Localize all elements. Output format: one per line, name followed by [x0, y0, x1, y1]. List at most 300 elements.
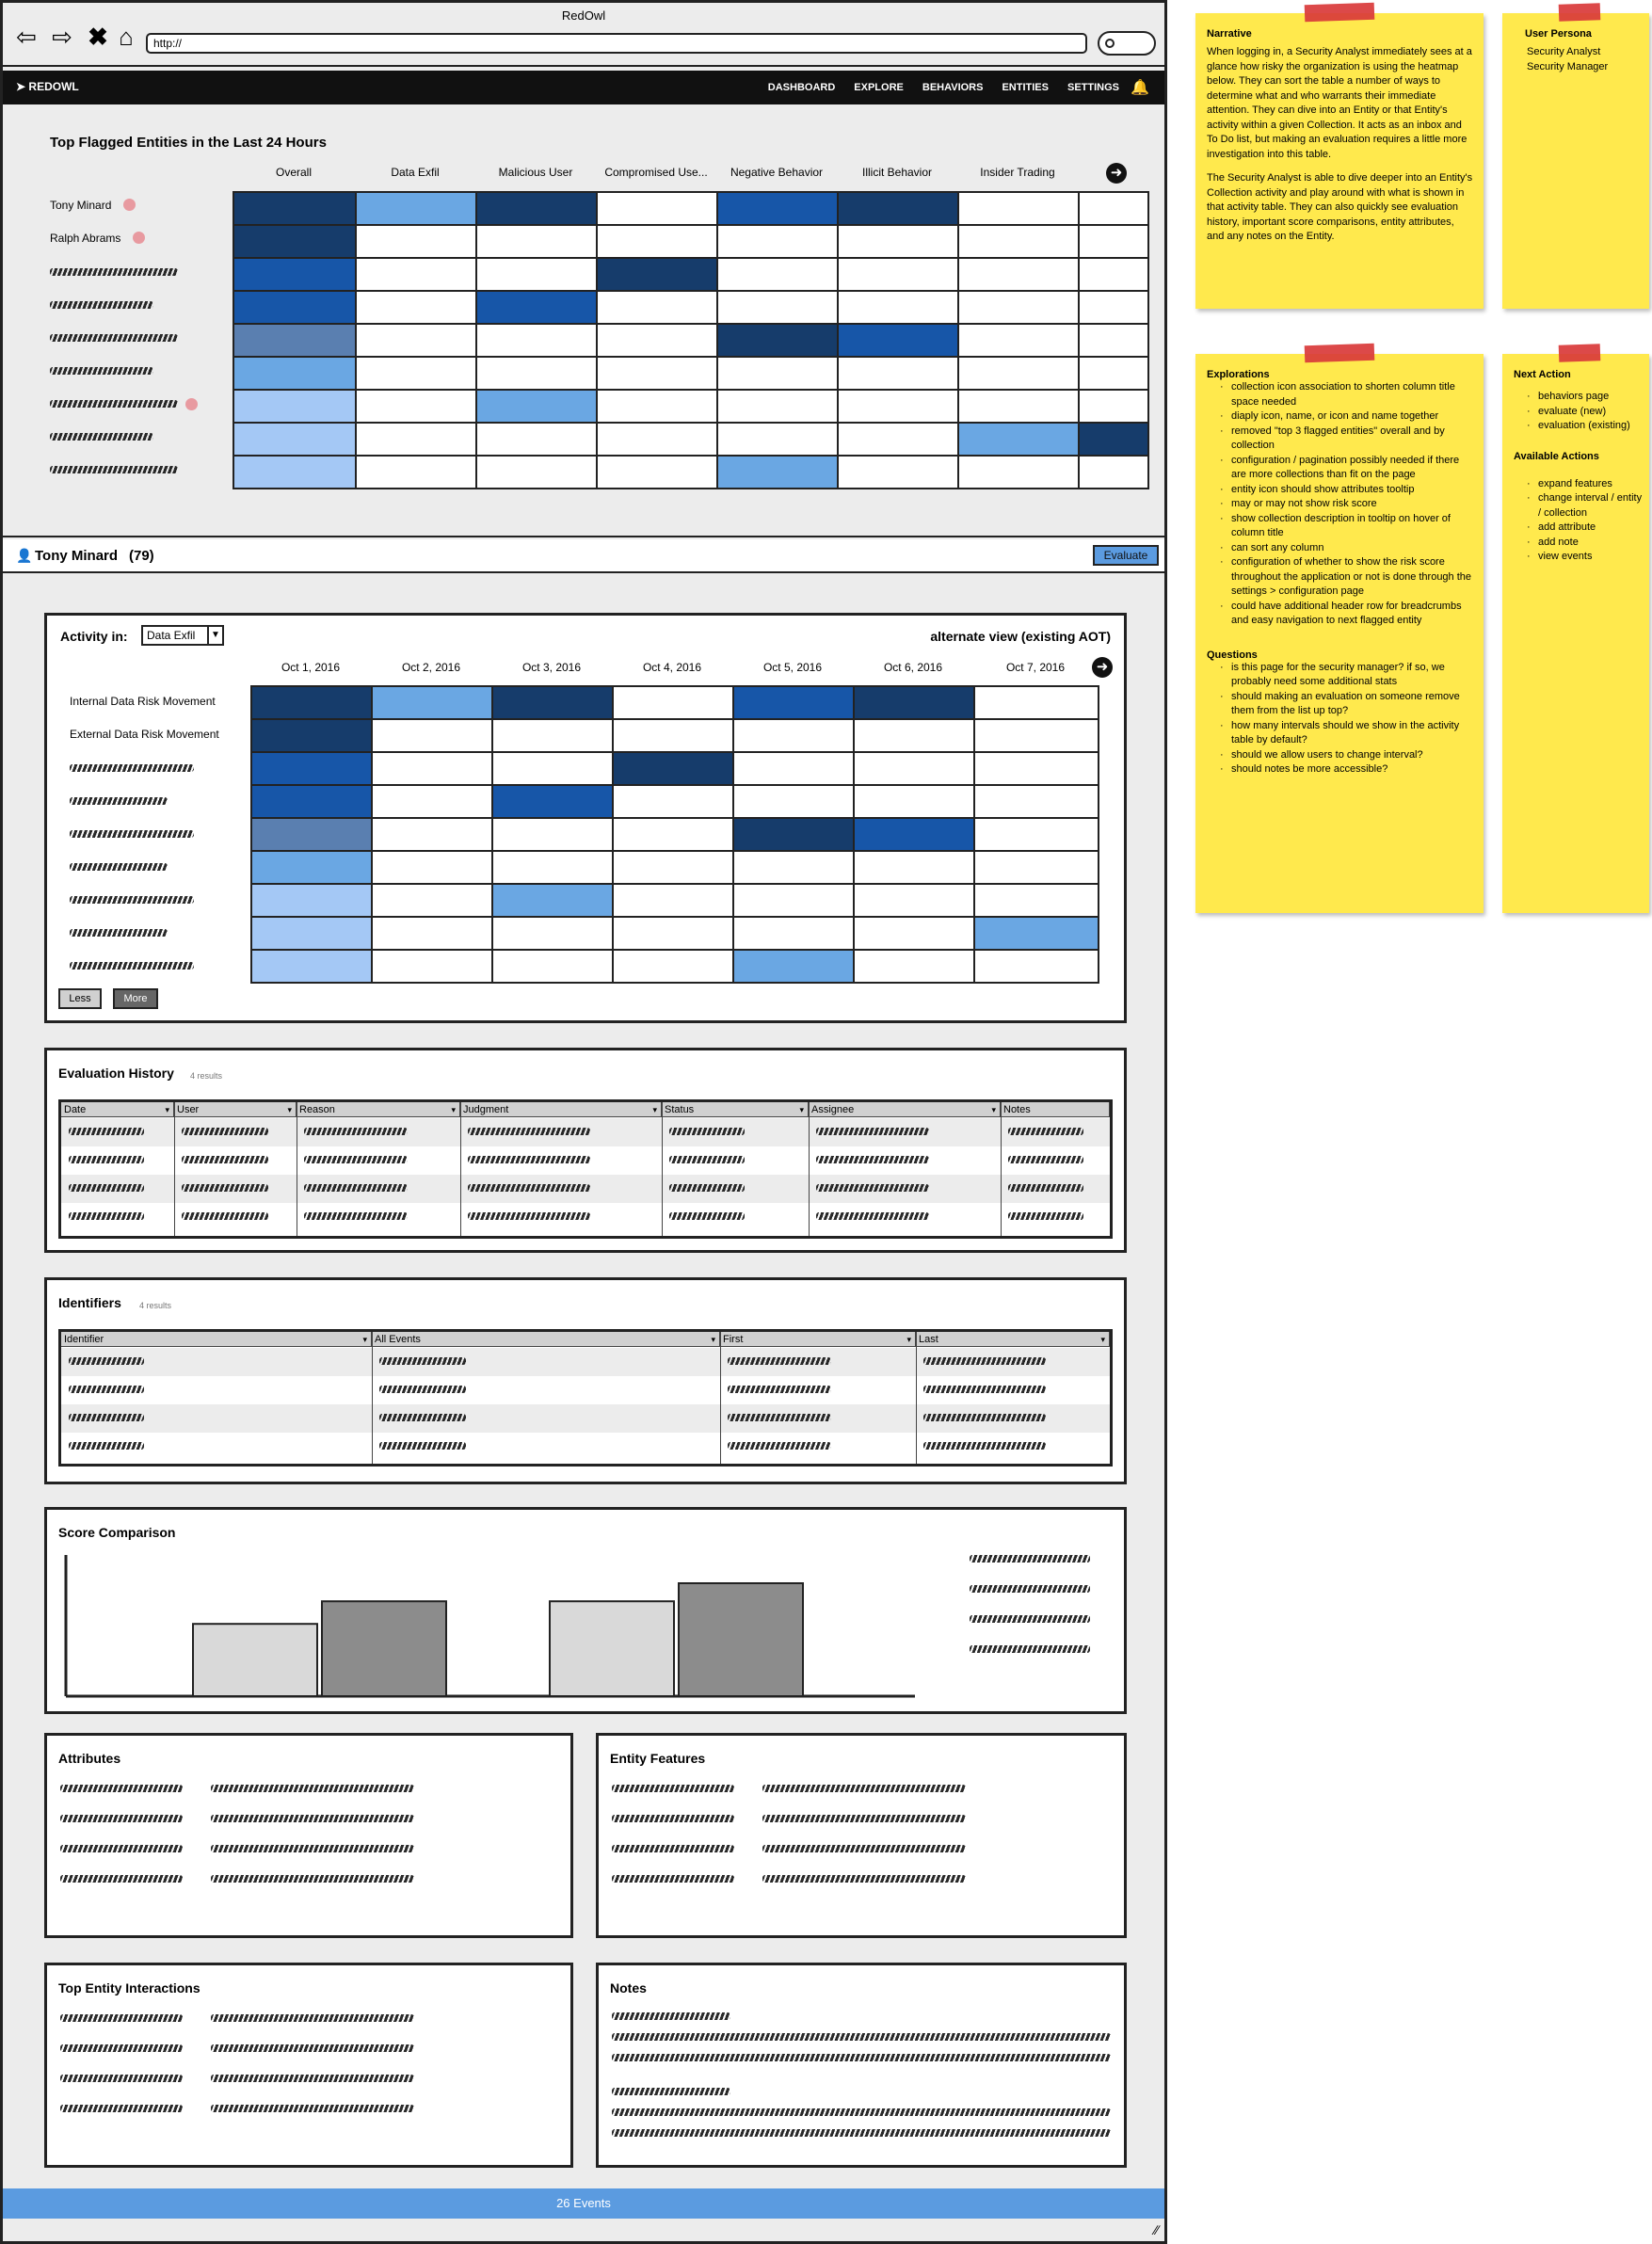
heat-cell[interactable] [596, 422, 718, 457]
activity-cell[interactable] [371, 685, 493, 720]
activity-label: Activity in: [60, 629, 128, 644]
activity-cell[interactable] [371, 850, 493, 885]
column-header[interactable]: Illicit Behavior [861, 166, 933, 179]
brand-logo[interactable] [16, 80, 79, 93]
activity-cell[interactable] [973, 685, 1099, 720]
activity-cell[interactable] [612, 751, 734, 786]
heat-cell[interactable] [837, 389, 959, 424]
entity-name-1[interactable]: Ralph Abrams [50, 232, 121, 245]
list-item: · configuration of whether to show the risk score throughout the application or not is done through the settings > configuration page [1207, 555, 1474, 600]
heat-cell[interactable] [596, 224, 718, 259]
list-item: · collection icon association to shorten column title space needed [1207, 380, 1474, 409]
activity-cell[interactable] [491, 685, 614, 720]
date-header[interactable]: Oct 3, 2016 [521, 661, 582, 674]
redacted-text [50, 268, 178, 276]
tape [1305, 344, 1375, 363]
redacted-text [379, 1414, 466, 1421]
tape [1305, 3, 1375, 23]
list-item: · should notes be more accessible? [1207, 762, 1474, 777]
heat-cell[interactable] [596, 191, 718, 226]
redacted-text [468, 1212, 590, 1220]
activity-cell[interactable] [732, 685, 855, 720]
events-bar[interactable]: 26 Events [3, 2188, 1164, 2219]
column-header-notes[interactable]: Notes [1001, 1102, 1110, 1117]
table-row[interactable] [61, 1404, 1110, 1433]
kv-value [211, 1815, 414, 1822]
identifiers-count: 4 results [139, 1301, 172, 1310]
heat-cell[interactable] [837, 224, 959, 259]
activity-cell[interactable] [853, 685, 975, 720]
activity-cell[interactable] [732, 916, 855, 951]
questions-list [1207, 661, 1474, 777]
redacted-text [468, 1156, 590, 1163]
redacted-text [923, 1357, 1046, 1365]
date-header[interactable]: Oct 1, 2016 [281, 661, 341, 674]
column-header[interactable]: Insider Trading [980, 166, 1055, 179]
persona-line-2: Security Manager [1527, 60, 1609, 72]
sticky-explorations [1195, 354, 1484, 913]
activity-cell[interactable] [973, 718, 1099, 753]
activity-cell[interactable] [612, 850, 734, 885]
activity-cell[interactable] [973, 949, 1099, 984]
table-row[interactable] [61, 1203, 1110, 1231]
redacted-text [50, 301, 153, 309]
heat-cell[interactable] [957, 224, 1080, 259]
kv-key [60, 2105, 183, 2112]
activity-cell[interactable] [612, 718, 734, 753]
heat-cell[interactable] [475, 422, 598, 457]
search-icon [1105, 39, 1115, 48]
column-divider [720, 1332, 721, 1464]
table-row[interactable] [61, 1146, 1110, 1175]
activity-cell[interactable] [491, 817, 614, 852]
redacted-text [50, 400, 178, 408]
redacted-text [728, 1357, 831, 1365]
activity-cell[interactable] [612, 817, 734, 852]
activity-cell[interactable] [853, 949, 975, 984]
activity-cell[interactable] [853, 751, 975, 786]
flag-dot [185, 398, 198, 410]
heat-cell[interactable] [716, 455, 839, 489]
activity-cell[interactable] [612, 685, 734, 720]
activity-cell[interactable] [612, 784, 734, 819]
redacted-text [304, 1212, 408, 1220]
heat-cell[interactable] [355, 257, 477, 292]
activity-cell[interactable] [491, 916, 614, 951]
redacted-text [69, 1184, 144, 1192]
activity-cell[interactable] [491, 718, 614, 753]
heat-cell[interactable] [1078, 323, 1149, 358]
heat-cell[interactable] [716, 356, 839, 391]
heat-cell[interactable] [837, 356, 959, 391]
nav-behaviors[interactable]: BEHAVIORS [922, 82, 984, 93]
heat-cell[interactable] [1078, 389, 1149, 424]
available-actions-list [1514, 477, 1644, 565]
next-dates-icon[interactable]: ➜ [1092, 657, 1113, 678]
forward-icon[interactable]: ⇨ [52, 23, 72, 51]
back-icon[interactable]: ⇦ [16, 23, 37, 51]
redacted-text [816, 1184, 929, 1192]
activity-cell[interactable] [732, 751, 855, 786]
heat-cell[interactable] [1078, 224, 1149, 259]
heat-cell[interactable] [716, 323, 839, 358]
score-chart [58, 1546, 962, 1704]
activity-cell[interactable] [371, 784, 493, 819]
heat-cell[interactable] [355, 356, 477, 391]
column-header[interactable]: Overall [275, 166, 312, 179]
column-header-all-events[interactable]: All Events ▾ [372, 1332, 720, 1347]
list-item: · can sort any column [1207, 541, 1474, 556]
list-item: · entity icon should show attributes tooltip [1207, 483, 1474, 498]
next-columns-icon[interactable]: ➜ [1106, 163, 1127, 184]
identifiers-panel [44, 1277, 1127, 1484]
activity-cell[interactable] [853, 817, 975, 852]
table-row[interactable] [61, 1376, 1110, 1404]
list-item: · is this page for the security manager? if so, we probably need some additional stats [1207, 661, 1474, 690]
heat-cell[interactable] [957, 422, 1080, 457]
nav-dashboard[interactable]: DASHBOARD [767, 82, 836, 93]
heat-cell[interactable] [233, 356, 357, 391]
home-icon[interactable]: ⌂ [119, 23, 134, 51]
heat-cell[interactable] [837, 257, 959, 292]
heat-cell[interactable] [355, 455, 477, 489]
activity-cell[interactable] [732, 784, 855, 819]
url-input[interactable]: http:// [146, 33, 1087, 54]
top-navigation [3, 71, 1164, 104]
redacted-text [468, 1184, 590, 1192]
date-header[interactable]: Oct 4, 2016 [642, 661, 702, 674]
column-header[interactable]: Malicious User [498, 166, 573, 179]
column-header-last[interactable]: Last ▾ [916, 1332, 1110, 1347]
redacted-text [69, 1128, 144, 1135]
heat-cell[interactable] [1078, 290, 1149, 325]
heat-cell[interactable] [716, 257, 839, 292]
nav-entities[interactable]: ENTITIES [1002, 82, 1049, 93]
column-header[interactable]: Compromised Use... [604, 166, 708, 179]
flag-dot [133, 232, 145, 244]
date-header[interactable]: Oct 2, 2016 [401, 661, 461, 674]
activity-cell[interactable] [973, 817, 1099, 852]
heat-cell[interactable] [355, 323, 477, 358]
narrative-p2: The Security Analyst is able to dive deeper into an Entity's Collection activity and play around with what is shown in that activity table. They can also quickly see evaluation history, important score comparisons, entity attributes, and any notes on the Entity. [1207, 172, 1473, 242]
redacted-text [70, 764, 194, 772]
list-item: · behaviors page [1514, 390, 1644, 405]
questions-title: Questions [1207, 649, 1258, 661]
date-header[interactable]: Oct 5, 2016 [762, 661, 823, 674]
activity-cell[interactable] [973, 751, 1099, 786]
heat-cell[interactable] [233, 455, 357, 489]
activity-cell[interactable] [371, 949, 493, 984]
date-header[interactable]: Oct 6, 2016 [883, 661, 943, 674]
user-icon: 👤 [16, 548, 33, 563]
activity-cell[interactable] [371, 718, 493, 753]
activity-cell[interactable] [853, 784, 975, 819]
heat-cell[interactable] [596, 257, 718, 292]
heat-cell[interactable] [233, 191, 357, 226]
eval-history-table [58, 1099, 1113, 1239]
collection-select[interactable] [141, 625, 224, 646]
heat-cell[interactable] [475, 455, 598, 489]
note-line [612, 2033, 1111, 2041]
list-item: · add attribute [1514, 521, 1644, 536]
activity-cell[interactable] [612, 883, 734, 918]
heat-cell[interactable] [957, 356, 1080, 391]
persona-line-1: Security Analyst [1527, 46, 1601, 57]
column-header-identifier[interactable]: Identifier ▾ [61, 1332, 372, 1347]
kv-value [211, 1785, 414, 1792]
kv-key [60, 1785, 183, 1792]
tape [1559, 344, 1601, 362]
redacted-text [182, 1212, 268, 1220]
score-bar [322, 1601, 446, 1696]
activity-row-label[interactable]: Internal Data Risk Movement [70, 695, 216, 708]
heat-cell[interactable] [1078, 257, 1149, 292]
list-item: · should we allow users to change interval? [1207, 748, 1474, 763]
redacted-text [468, 1128, 590, 1135]
kv-value [762, 1845, 966, 1852]
heat-cell[interactable] [475, 290, 598, 325]
heat-cell[interactable] [233, 389, 357, 424]
heat-cell[interactable] [1078, 356, 1149, 391]
entity-name-0[interactable]: Tony Minard [50, 199, 112, 212]
activity-cell[interactable] [250, 850, 373, 885]
heat-cell[interactable] [957, 257, 1080, 292]
heat-cell[interactable] [837, 191, 959, 226]
column-header-status[interactable]: Status ▾ [662, 1102, 809, 1117]
features-title: Entity Features [610, 1751, 706, 1766]
heat-cell[interactable] [475, 191, 598, 226]
heat-cell[interactable] [355, 389, 477, 424]
activity-cell[interactable] [853, 883, 975, 918]
activity-cell[interactable] [250, 817, 373, 852]
redacted-text [182, 1156, 268, 1163]
activity-cell[interactable] [732, 883, 855, 918]
search-input[interactable] [1098, 31, 1156, 56]
entity-features-panel [596, 1733, 1127, 1938]
chevron-down-icon: ▼ [207, 627, 222, 644]
activity-cell[interactable] [250, 751, 373, 786]
activity-cell[interactable] [732, 850, 855, 885]
activity-cell[interactable] [853, 718, 975, 753]
activity-cell[interactable] [732, 718, 855, 753]
resize-handle-icon[interactable]: ∕∕ [1154, 2222, 1159, 2237]
identifiers-table [58, 1329, 1113, 1467]
heat-cell[interactable] [957, 455, 1080, 489]
heat-cell[interactable] [233, 224, 357, 259]
attributes-panel [44, 1733, 573, 1938]
heat-cell[interactable] [716, 422, 839, 457]
eval-history-title: Evaluation History [58, 1066, 174, 1081]
heat-cell[interactable] [837, 290, 959, 325]
column-divider [916, 1332, 917, 1464]
close-icon[interactable]: ✖ [88, 23, 108, 51]
column-header[interactable]: Negative Behavior [730, 166, 824, 179]
redacted-text [70, 863, 168, 871]
activity-cell[interactable] [491, 751, 614, 786]
activity-cell[interactable] [853, 916, 975, 951]
redacted-text [182, 1128, 268, 1135]
activity-row-label[interactable]: External Data Risk Movement [70, 728, 219, 741]
heat-cell[interactable] [1078, 422, 1149, 457]
flag-dot [123, 199, 136, 211]
entity-header [3, 539, 1164, 573]
less-button[interactable]: Less [58, 988, 102, 1009]
activity-cell[interactable] [250, 916, 373, 951]
narrative-p1: When logging in, a Security Analyst immediately sees at a glance how risky the organization is using the heatmap below. They can sort the table a number of ways to determine what and who warrants their immediate attention. They can dive into an Entity or that Entity's activity within a given Collection. It acts as an inbox and To Do list, but making an evaluation requires a little more investigation into this table. [1207, 46, 1472, 160]
redacted-text [816, 1156, 929, 1163]
heat-cell[interactable] [716, 389, 839, 424]
heat-cell[interactable] [233, 290, 357, 325]
legend-entry [970, 1645, 1090, 1653]
table-row[interactable] [61, 1348, 1110, 1376]
available-actions-title: Available Actions [1514, 450, 1599, 462]
redacted-text [728, 1442, 831, 1450]
activity-cell[interactable] [250, 685, 373, 720]
list-item: · how many intervals should we show in the activity table by default? [1207, 719, 1474, 748]
heat-cell[interactable] [716, 290, 839, 325]
heat-cell[interactable] [957, 389, 1080, 424]
evaluate-button[interactable]: Evaluate [1093, 545, 1159, 566]
redacted-text [1008, 1156, 1083, 1163]
column-divider [662, 1102, 663, 1236]
redacted-text [69, 1414, 144, 1421]
activity-cell[interactable] [491, 883, 614, 918]
heat-cell[interactable] [233, 422, 357, 457]
nav-explore[interactable]: EXPLORE [854, 82, 904, 93]
redacted-text [70, 929, 168, 937]
interactions-panel [44, 1963, 573, 2168]
kv-key [60, 1845, 183, 1852]
activity-cell[interactable] [612, 949, 734, 984]
redacted-text [50, 433, 153, 441]
heat-cell[interactable] [475, 389, 598, 424]
heat-cell[interactable] [837, 422, 959, 457]
heat-cell[interactable] [837, 323, 959, 358]
more-button[interactable]: More [113, 988, 158, 1009]
activity-cell[interactable] [491, 784, 614, 819]
redacted-text [669, 1184, 745, 1192]
heat-cell[interactable] [716, 191, 839, 226]
activity-cell[interactable] [491, 949, 614, 984]
alternate-view-link[interactable]: alternate view (existing AOT) [930, 629, 1111, 644]
activity-cell[interactable] [973, 916, 1099, 951]
heat-cell[interactable] [475, 356, 598, 391]
kv-value [211, 2075, 414, 2082]
list-item: · could have additional header row for breadcrumbs and easy navigation to next flagged entity [1207, 600, 1474, 629]
heat-cell[interactable] [233, 257, 357, 292]
heat-cell[interactable] [355, 191, 477, 226]
activity-cell[interactable] [973, 883, 1099, 918]
heat-cell[interactable] [596, 290, 718, 325]
activity-cell[interactable] [491, 850, 614, 885]
redacted-text [923, 1442, 1046, 1450]
column-header[interactable]: Data Exfil [391, 166, 440, 179]
column-header-reason[interactable]: Reason ▾ [297, 1102, 460, 1117]
bell-icon[interactable]: 🔔 [1131, 80, 1149, 96]
legend-entry [970, 1555, 1090, 1563]
activity-cell[interactable] [612, 916, 734, 951]
column-header-assignee[interactable]: Assignee ▾ [809, 1102, 1001, 1117]
activity-cell[interactable] [250, 883, 373, 918]
brand-name: REDOWL [28, 80, 79, 93]
activity-cell[interactable] [250, 949, 373, 984]
heat-cell[interactable] [596, 389, 718, 424]
list-item: · removed "top 3 flagged entities" overall and by collection [1207, 425, 1474, 454]
redacted-text [69, 1212, 144, 1220]
table-row[interactable] [61, 1433, 1110, 1461]
activity-cell[interactable] [973, 850, 1099, 885]
activity-cell[interactable] [371, 883, 493, 918]
column-header-judgment[interactable]: Judgment ▾ [460, 1102, 662, 1117]
heat-cell[interactable] [596, 356, 718, 391]
date-header[interactable]: Oct 7, 2016 [1005, 661, 1066, 674]
redacted-text [69, 1442, 144, 1450]
column-header-user[interactable]: User ▾ [174, 1102, 297, 1117]
list-item: · change interval / entity / collection [1514, 491, 1644, 521]
list-item: · add note [1514, 536, 1644, 551]
note-line [612, 2108, 1111, 2116]
column-header-date[interactable]: Date ▾ [61, 1102, 174, 1117]
kv-key [60, 2044, 183, 2052]
redacted-text [69, 1357, 144, 1365]
table-row[interactable] [61, 1175, 1110, 1203]
activity-cell[interactable] [973, 784, 1099, 819]
column-divider [372, 1332, 373, 1464]
heat-cell[interactable] [475, 323, 598, 358]
redacted-text [70, 797, 168, 805]
redacted-text [379, 1357, 466, 1365]
nav-settings[interactable]: SETTINGS [1067, 82, 1119, 93]
heat-cell[interactable] [837, 455, 959, 489]
heat-cell[interactable] [355, 290, 477, 325]
column-header-first[interactable]: First ▾ [720, 1332, 916, 1347]
heat-cell[interactable] [957, 290, 1080, 325]
list-item: · may or may not show risk score [1207, 497, 1474, 512]
heat-cell[interactable] [596, 323, 718, 358]
activity-cell[interactable] [371, 817, 493, 852]
heat-cell[interactable] [475, 224, 598, 259]
activity-cell[interactable] [732, 817, 855, 852]
list-item: · show collection description in tooltip on hover of column title [1207, 512, 1474, 541]
heat-cell[interactable] [355, 422, 477, 457]
heat-cell[interactable] [716, 224, 839, 259]
divider [3, 536, 1164, 537]
list-item: · diaply icon, name, or icon and name together [1207, 409, 1474, 425]
interactions-title: Top Entity Interactions [58, 1980, 200, 1996]
activity-cell[interactable] [732, 949, 855, 984]
heat-cell[interactable] [957, 191, 1080, 226]
explorations-title: Explorations [1207, 369, 1270, 380]
heat-cell[interactable] [355, 224, 477, 259]
activity-cell[interactable] [250, 718, 373, 753]
heat-cell[interactable] [233, 323, 357, 358]
table-row[interactable] [61, 1118, 1110, 1146]
heat-cell[interactable] [475, 257, 598, 292]
heat-cell[interactable] [596, 455, 718, 489]
activity-cell[interactable] [371, 751, 493, 786]
activity-cell[interactable] [371, 916, 493, 951]
column-divider [809, 1102, 810, 1236]
kv-value [211, 1875, 414, 1883]
score-bar [193, 1624, 317, 1696]
note-line [612, 2129, 1111, 2137]
heat-cell[interactable] [957, 323, 1080, 358]
heat-cell[interactable] [1078, 191, 1149, 226]
activity-cell[interactable] [250, 784, 373, 819]
redacted-text [728, 1386, 831, 1393]
activity-cell[interactable] [853, 850, 975, 885]
heat-cell[interactable] [1078, 455, 1149, 489]
